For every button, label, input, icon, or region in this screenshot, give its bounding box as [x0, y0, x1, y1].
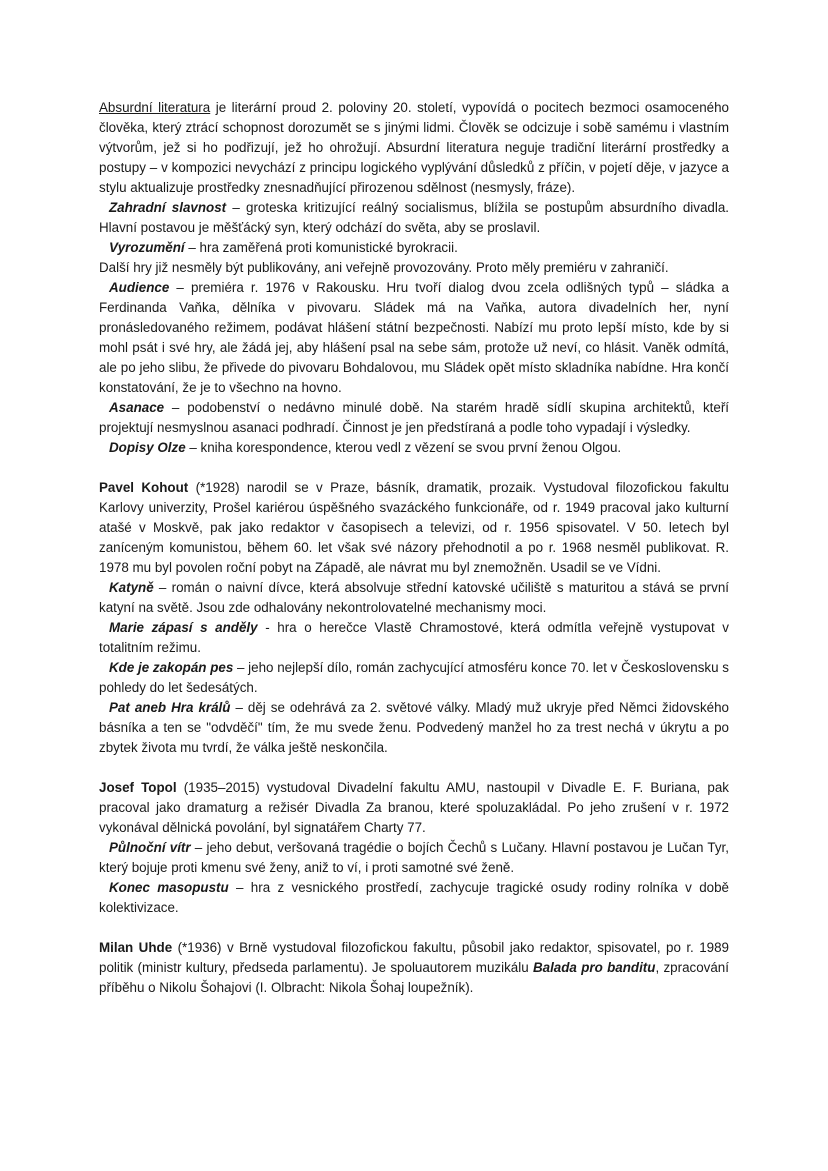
document-body	[99, 98, 729, 998]
author-name: Milan Uhde	[99, 940, 173, 955]
work-title: Vyrozumění	[109, 240, 185, 255]
work-title: Zahradní slavnost	[109, 200, 227, 215]
asanace-paragraph: Asanace – podobenství o nedávno minulé době. Na starém hradě sídlí skupina architektů, kteří projektují nesmyslnou asanaci podhradí. Činnost je jen předstíraná a podle toho vypadají i výsledky.	[99, 400, 729, 435]
zahradni-slavnost-paragraph: Zahradní slavnost – groteska kritizující reálný socialismus, blížila se postupům absurdního divadla. Hlavní postavou je měšťácký syn, který odchází do světa, aby se proslavil.	[99, 200, 730, 235]
work-title: Katyně	[109, 580, 154, 595]
work-title: Pat aneb Hra králů	[109, 700, 231, 715]
topol-bio-paragraph: Josef Topol (1935–2015) vystudoval Divadelní fakultu AMU, nastoupil v Divadle E. F. Buriana, pak pracoval jako dramaturg a režisér Divadla Za branou, které spoluzakládal. Po jeho zrušení v r. 1972 vykonával dělnická povolání, byl signatářem Charty 77.	[99, 780, 729, 835]
absurd-intro-paragraph: Absurdní literatura je literární proud 2. poloviny 20. století, vypovídá o pocitech bezmoci osamoceného člověka, který ztrácí schopnost dorozumět se s jinými lidmi. Člověk se odcizuje i sobě samému i vlastním výtvorům, jež si ho podřizují, jež ho ohrožují. Absurdní literatura neguje tradiční literární prostředky a postupy – v kompozici nevychází z principu logického vyplývání důsledků z příčin, v pojetí děje, v jazyce a stylu aktualizuje prostředky znesnadňující přirozenou sdělnost (nesmysly, fráze).	[99, 100, 729, 195]
work-title: Asanace	[109, 400, 165, 415]
work-title: Konec masopustu	[109, 880, 229, 895]
work-title: Půlnoční vítr	[109, 840, 191, 855]
dopisy-olze-paragraph: Dopisy Olze – kniha korespondence, kterou vedl z vězení se svou první ženou Olgou.	[109, 440, 622, 455]
vyrozumeni-paragraph: Vyrozumění – hra zaměřená proti komunistické byrokracii.	[109, 240, 458, 255]
work-title: Kde je zakopán pes	[109, 660, 234, 675]
work-title: Marie zápasí s anděly	[109, 620, 258, 635]
section-spacer	[99, 458, 729, 478]
absurd-term-link[interactable]: Absurdní literatura	[99, 100, 211, 115]
pulnocni-vitr-paragraph: Půlnoční vítr – jeho debut, veršovaná tragédie o bojích Čechů s Lučany. Hlavní postavou je Lučan Tyr, který bojuje proti kmenu své ženy, aniž to ví, i proti samotné své ženě.	[99, 840, 729, 875]
author-name: Josef Topol	[99, 780, 177, 795]
kde-je-zakopan-pes-paragraph: Kde je zakopán pes – jeho nejlepší dílo, román zachycující atmosféru konce 70. let v Československu s pohledy do let šedesátých.	[99, 660, 729, 695]
audience-paragraph: Audience – premiéra r. 1976 v Rakousku. Hru tvoří dialog dvou zcela odlišných typů – sládka a Ferdinanda Vaňka, dělníka v pivovaru. Sládek má na Vaňka, autora divadelních her, nyní pronásledovaného režimem, podávat hlášení státní bezpečnosti. Nabízí mu proto lepší místo, kde by si mohl psát i své hry, ale žádá jej, aby hlášení psal na sebe sám, protože už neví, co hlásit. Vaněk odmítá, ale po jeho slibu, že přivede do pivovaru Bohdalovou, mu Sládek opět místo skladníka nabídne. Hra končí konstatování, že je to všechno na hovno.	[99, 280, 729, 395]
dalsi-hry-paragraph: Další hry již nesměly být publikovány, ani veřejně provozovány. Proto měly premiéru v zahraničí.	[99, 260, 669, 275]
work-title: Balada pro banditu	[532, 960, 656, 975]
konec-masopustu-paragraph: Konec masopustu – hra z vesnického prostředí, zachycuje tragické osudy rodiny rolníka v době kolektivizace.	[99, 880, 729, 915]
work-title: Audience	[109, 280, 170, 295]
marie-paragraph: Marie zápasí s anděly - hra o herečce Vlastě Chramostové, která odmítla veřejně vystupovat v totalitním režimu.	[99, 620, 729, 655]
section-spacer	[99, 758, 729, 778]
pat-paragraph: Pat aneb Hra králů – děj se odehrává za 2. světové války. Mladý muž ukryje před Němci židovského básníka a ten se "odvděčí" tím, že mu svede ženu. Podvedený manžel ho za trest nechá v úkrytu a po zbytek života mu tvrdí, že válka ještě neskončila.	[99, 700, 730, 755]
kohout-bio-paragraph: Pavel Kohout (*1928) narodil se v Praze, básník, dramatik, prozaik. Vystudoval filozofickou fakultu Karlovy univerzity, Prošel kariérou úspěšného svazáckého funkcionáře, od r. 1949 pracoval jako kulturní atašé v Moskvě, pak jako redaktor v časopisech a televizi, od r. 1956 spisovatel. V 50. letech byl zaníceným komunistou, během 60. let však své názory přehodnotil a po r. 1968 nesměl publikovat. R. 1978 mu byl povolen roční pobyt na Západě, ale návrat mu byl znemožněn. Usadil se ve Vídni.	[99, 480, 729, 575]
uhde-bio-paragraph: Milan Uhde (*1936) v Brně vystudoval filozofickou fakultu, působil jako redaktor, spisovatel, po r. 1989 politik (ministr kultury, předseda parlamentu). Je spoluautorem muzikálu Balada pro banditu, zpracování příběhu o Nikolu Šohajovi (I. Olbracht: Nikola Šohaj loupežník).	[99, 940, 730, 995]
section-spacer	[99, 918, 729, 938]
work-title: Dopisy Olze	[109, 440, 186, 455]
author-name: Pavel Kohout	[99, 480, 189, 495]
katyne-paragraph: Katyně – román o naivní dívce, která absolvuje střední katovské učiliště s maturitou a stává se první katyní na světě. Jsou zde odhalovány nekontrolovatelné mechanismy moci.	[99, 580, 729, 615]
